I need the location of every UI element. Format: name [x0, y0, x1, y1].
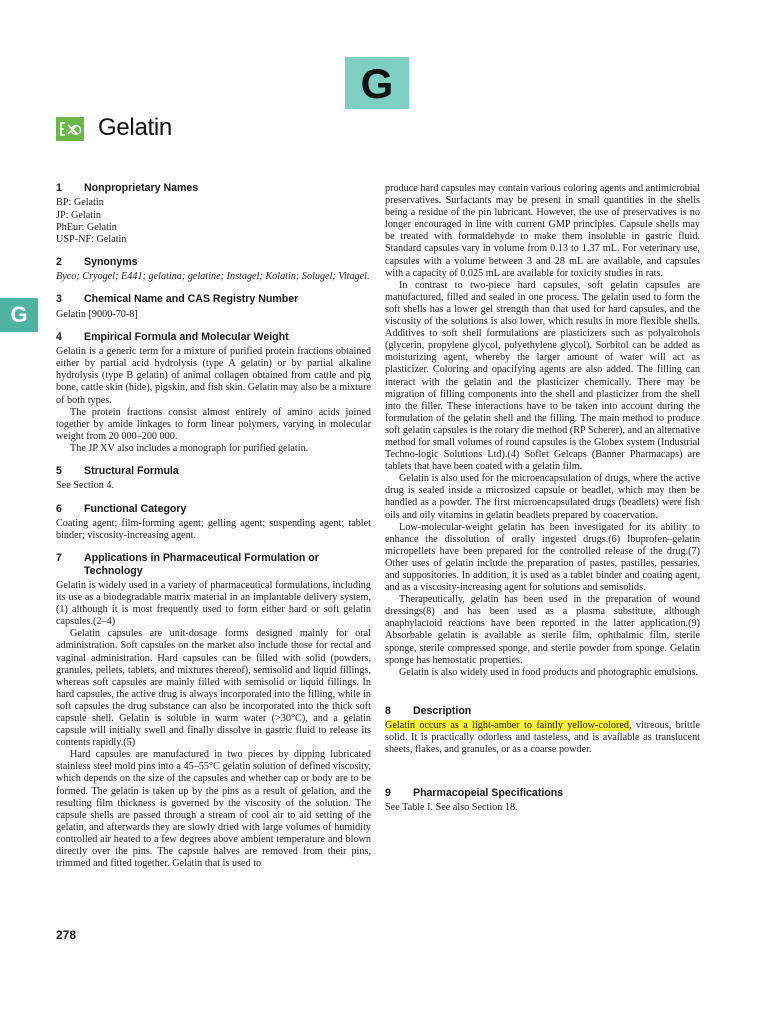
- formula-paragraph-2: The protein fractions consist almost entirely of amino acids joined together by amide linkages to form linear polymers, varying in molecular weight from 20 000–200 000.: [56, 406, 371, 442]
- section-heading-5: 5 Structural Formula: [56, 465, 179, 478]
- name-pheur: PhEur: Gelatin: [56, 221, 117, 233]
- section-heading-9: 9 Pharmacopeial Specifications: [385, 786, 564, 799]
- pharmacopeial-specifications-text: See Table I. See also Section 18.: [385, 801, 518, 813]
- section-heading-3: 3 Chemical Name and CAS Registry Number: [56, 293, 299, 306]
- section-heading-7: 7 Applications in Pharmaceutical Formulation or Technology: [56, 552, 319, 577]
- description-rest: , vitreous, brittle solid. It is practically odorless and tasteless, and is available as translucent sheets, flakes, and granules, or as a coarse powder.: [385, 720, 700, 756]
- applications-paragraph-4: produce hard capsules may contain various coloring agents and antimicrobial preservatives. Surfactants may be present in small quantities in the shells being a residue of the pin lubricant. However, the use of preservatives is no longer encouraged in line with current GMP principles. Capsule shells may be treated with formaldehyde to make them insoluble in gastric fluid. Standard capsules vary in volume from 0.13 to 1.37 mL. For veterinary use, capsules with a volume between 3 and 28 mL are available, and capsules with a capacity of 0.025 mL are available for toxicity studies in rats.: [385, 183, 700, 279]
- page-number: 278: [56, 928, 77, 942]
- section-heading-8: 8 Description: [385, 704, 472, 717]
- applications-paragraph-6: Gelatin is also used for the microencapsulation of drugs, where the active drug is sealed inside a microsized capsule or beadlet, which may then be handled as a powder. The first microencapsulated drugs (beadlets) were fish oils and oily vitamins in gelatin beadlets prepared by coacervation.: [385, 473, 700, 521]
- applications-paragraph-9: Gelatin is also widely used in food products and photographic emulsions.: [399, 666, 699, 678]
- applications-paragraph-5: In contrast to two-piece hard capsules, soft gelatin capsules are manufactured, filled and sealed in one process. The gelatin used to form the soft shells has a lower gel strength than that used for hard capsules, and the viscosity of the solutions is also lower, which results in more flexible shells. Additives to soft shell formulations are plasticizers such as polyalcohols (glycerin, propylene glycol, polyethylene glycol). Sorbitol can be added as moisturizing agent, whereby the larger amount of water will act as plasticizer. Coloring and opacifying agents are also added. The filling can interact with the gelatin and the plasticizer chemically. There may be migration of filling components into the shell and plasticizer from the shell into the filler. These interactions have to be taken into account during the formulation of the gelatin shell and the filling. The main method to produce soft gelatin capsules is the rotary die method (RP Scherer), and an alternative method for small volumes of round capsules is the Globex system (Industrial Techno-logic Solutions Ltd).(4) Soflet Gelcaps (Banner Pharmacaps) are tablets that have been coated with a gelatin film.: [385, 279, 700, 473]
- functional-category-text: Coating agent; film-forming agent; gelling agent; suspending agent; tablet binder; viscosity-increasing agent.: [56, 517, 371, 542]
- monograph-title: Gelatin: [98, 114, 172, 141]
- formula-paragraph-1: Gelatin is a generic term for a mixture of purified protein fractions obtained either by partial acid hydrolysis (type A gelatin) or by partial alkaline hydrolysis (type B gelatin) of animal collagen obtained from cattle and pig bone, cattle skin (hide), pigskin, and fish skin. Gelatin may also be a mixture of both types.: [56, 346, 371, 406]
- synonyms-text: Byco; Cryogel; E441; gelatina; gelatine; Instagel; Kolatin; Solugel; Vitagel.: [56, 271, 370, 283]
- side-thumb-tab: G: [0, 298, 38, 332]
- applications-paragraph-1: Gelatin is widely used in a variety of pharmaceutical formulations, including its use as a biodegradable matrix material in an implantable delivery system,(1) although it is most frequently used to form either hard or soft gelatin capsules.(2–4): [56, 579, 371, 628]
- name-usp-nf: USP-NF: Gelatin: [56, 233, 127, 245]
- applications-paragraph-2: Gelatin capsules are unit-dosage forms designed mainly for oral administration. Soft capsules on the market also include those for rectal and vaginal administration. Hard capsules can be filled with solid (powders, granules, pellets, tablets, and mixtures thereof), semisolid and liquid fillings, whereas soft capsules are mainly filled with semisolid or liquid fillings. In hard capsules, the active drug is always incorporated into the filling, while in soft capsules the drug substance can also be incorporated into the thick soft capsule shell. Gelatin is soluble in warm water (>30°C), and a gelatin capsule will initially swell and finally dissolve in gastric fluid to release its contents rapidly.(5): [56, 628, 371, 749]
- section-heading-1: 1 Nonproprietary Names: [56, 182, 199, 194]
- applications-paragraph-7: Low-molecular-weight gelatin has been investigated for its ability to enhance the dissolution of orally ingested drugs.(6) Ibuprofen–gelatin micropellets have been prepared for the controlled release of the drug.(7) Other uses of gelatin include the preparation of pastes, pastilles, pessaries, and suppositories. In addition, it is used as a tablet binder and coating agent, and as a viscosity-increasing agent for solutions and semisolids.: [385, 521, 700, 594]
- structural-formula-text: See Section 4.: [56, 480, 115, 492]
- left-column: [56, 182, 371, 870]
- section-letter-tab: G: [345, 57, 409, 109]
- section-heading-6: 6 Functional Category: [56, 502, 187, 515]
- cas-number-text: Gelatin [9000-70-8]: [56, 308, 138, 320]
- right-column: [385, 183, 700, 814]
- excipient-logo-icon: [56, 117, 84, 141]
- applications-paragraph-8: Therapeutically, gelatin has been used in the preparation of wound dressings(8) and has been used as a plasma substitute, although anaphylactoid reactions have been reported in the latter application.(9) Absorbable gelatin is available as sterile film, ophthalmic film, sterile sponge, sterile compressed sponge, and sterile powder from sponge. Gelatin sponge has hemostatic properties.: [385, 594, 700, 666]
- name-bp: BP: Gelatin: [56, 197, 104, 209]
- description-text: [385, 720, 700, 756]
- name-jp: JP: Gelatin: [56, 209, 101, 221]
- applications-paragraph-3: Hard capsules are manufactured in two pieces by dipping lubricated stainless steel mold pins into a 45–55°C gelatin solution of defined viscosity, which depends on the size of the capsules and whether cap or body are to be formed. The gelatin is taken up by the pins as a result of gelation, and the resulting film thickness is governed by the viscosity of the solution. The capsule shells are passed through a stream of cool air to aid setting of the gelatin, and afterwards they are slowly dried with large volumes of humidity controlled air heated to a few degrees above ambient temperature and blown directly over the pins. The capsule halves are removed from their pins, trimmed and fitted together. Gelatin that is used to: [56, 749, 371, 870]
- section-heading-4: 4 Empirical Formula and Molecular Weight: [56, 330, 289, 343]
- nonproprietary-names-list: [56, 197, 371, 245]
- highlighted-text[interactable]: Gelatin occurs as a light-amber to faintly yellow-colored: [385, 720, 629, 732]
- formula-paragraph-3: The JP XV also includes a monograph for purified gelatin.: [70, 442, 309, 454]
- section-heading-2: 2 Synonyms: [56, 255, 138, 268]
